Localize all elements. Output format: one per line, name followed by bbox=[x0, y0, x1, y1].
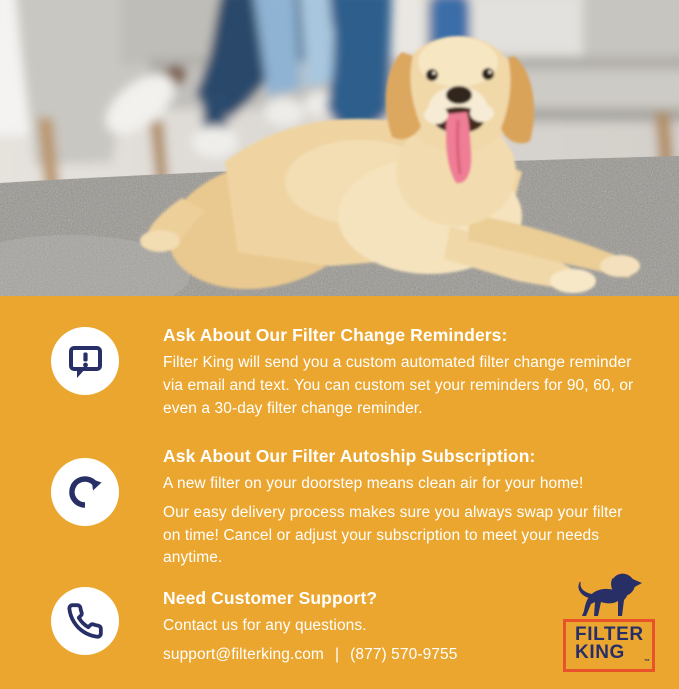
feature-heading: Ask About Our Filter Change Reminders: bbox=[163, 325, 508, 345]
feature-filter-change-reminders bbox=[51, 322, 635, 426]
lion-crown-icon bbox=[567, 564, 651, 622]
support-email: support@filterking.com bbox=[163, 645, 324, 663]
living-room-scene bbox=[0, 0, 679, 296]
support-phone: (877) 570-9755 bbox=[350, 645, 458, 663]
contact-separator: | bbox=[334, 645, 340, 663]
feature-body: Filter King will send you a custom automated filter change reminder via email and text. You can custom set your reminders for 90, 60, or even a 30-day filter change reminder. bbox=[163, 354, 634, 417]
filter-king-logo bbox=[560, 564, 658, 672]
feature-body: Contact us for any questions. bbox=[163, 617, 367, 635]
info-panel bbox=[0, 296, 679, 689]
trademark-symbol: ™ bbox=[644, 659, 650, 665]
autoship-refresh-icon bbox=[51, 458, 119, 526]
feature-body: A new filter on your doorstep means clean air for your home! bbox=[163, 475, 584, 493]
logo-word-filter: FILTER bbox=[575, 623, 644, 645]
logo-word-king: KING bbox=[575, 642, 625, 664]
filter-king-wordmark bbox=[563, 619, 655, 672]
chat-bubble-exclamation-icon bbox=[51, 327, 119, 395]
feature-autoship-subscription bbox=[51, 443, 635, 576]
hero-photo bbox=[0, 0, 679, 296]
feature-customer-support bbox=[51, 585, 635, 673]
feature-text bbox=[163, 443, 635, 576]
feature-heading: Ask About Our Filter Autoship Subscription: bbox=[163, 446, 536, 466]
phone-icon bbox=[51, 587, 119, 655]
feature-text bbox=[163, 322, 635, 426]
feature-heading: Need Customer Support? bbox=[163, 588, 378, 608]
dog-nose bbox=[446, 86, 472, 104]
feature-body: Our easy delivery process makes sure you always swap your filter on time! Cancel or adjust your subscription to meet your needs anytime. bbox=[163, 503, 623, 567]
